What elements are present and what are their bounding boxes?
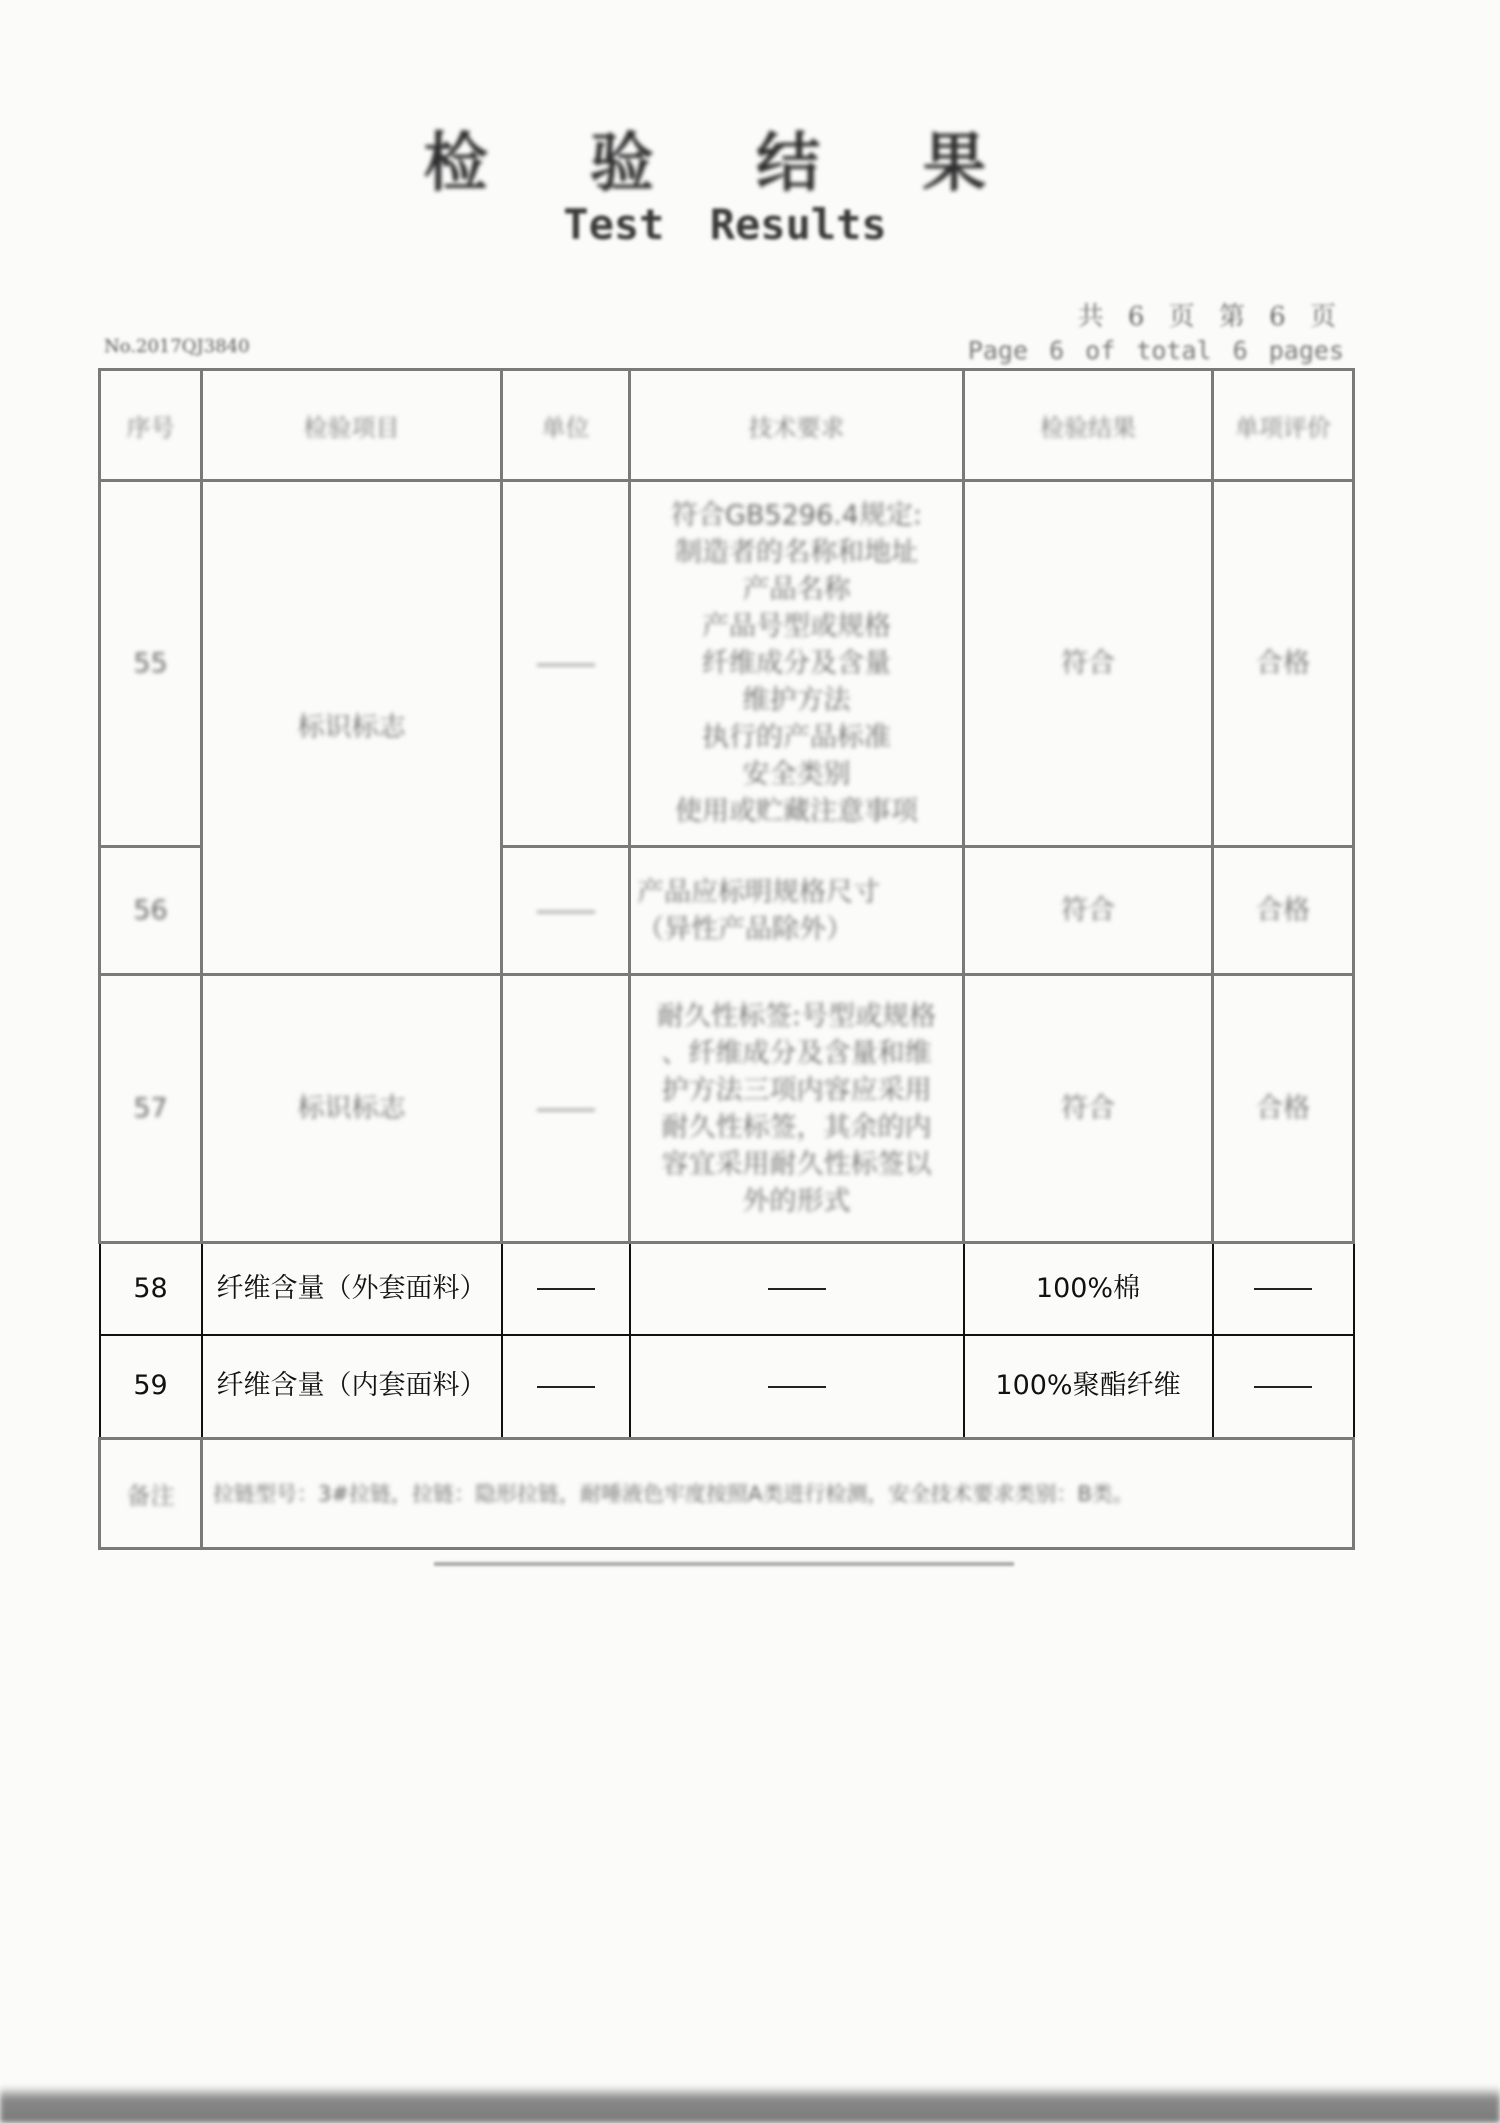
row-no: 59 [100, 1335, 202, 1439]
row-evaluation: 合格 [1213, 975, 1354, 1243]
requirement-line: 产品应标明规格尺寸 [637, 876, 880, 908]
requirement-line: 使用或贮藏注意事项 [675, 796, 918, 827]
dash-mark [768, 1288, 826, 1290]
column-header-result: 检验结果 [964, 370, 1213, 481]
row-unit [502, 481, 630, 847]
remarks-text: 拉链型号：3#拉链，拉链：隐形拉链，耐唾液色牢度按照A类进行检测，安全技术要求类别：B类。 [202, 1439, 1354, 1549]
column-header-item: 检验项目 [202, 370, 502, 481]
column-header-unit: 单位 [502, 370, 630, 481]
row-requirement [630, 1243, 964, 1335]
requirement-line: 安全类别 [742, 759, 851, 790]
remarks-row [100, 1439, 1354, 1549]
row-no: 58 [100, 1243, 202, 1335]
title-english: Test Results [563, 200, 887, 249]
row-no: 57 [100, 975, 202, 1243]
row-unit [502, 975, 630, 1243]
requirement-line: 维护方法 [742, 685, 851, 716]
page-indicator-english: Page 6 of total 6 pages [967, 336, 1344, 365]
dash-mark [537, 1288, 595, 1290]
row-unit [502, 1243, 630, 1335]
scan-edge-shadow [0, 2086, 1500, 2123]
requirement-line: 符合GB5296.4规定: [670, 500, 922, 531]
requirement-line: 执行的产品标准 [702, 722, 891, 753]
dash-mark [537, 1386, 595, 1388]
requirement-line: 外的形式 [742, 1185, 851, 1217]
footer-divider [434, 1562, 1014, 1566]
requirement-line: （异性产品除外） [637, 913, 853, 945]
row-no: 55 [100, 481, 202, 847]
title-chinese: 检 验 结 果 [423, 126, 1027, 201]
dash-mark [1254, 1288, 1312, 1290]
column-header-no: 序号 [100, 370, 202, 481]
remarks-label: 备注 [100, 1439, 202, 1549]
row-unit [502, 847, 630, 975]
requirement-line: 、纤维成分及含量和维 [661, 1037, 932, 1069]
row-item: 标识标志 [202, 481, 502, 975]
column-header-requirement: 技术要求 [630, 370, 964, 481]
table-row [100, 975, 1354, 1243]
dash-mark [1254, 1386, 1312, 1388]
requirement-line: 耐久性标签:号型或规格 [656, 1000, 937, 1032]
row-no: 56 [100, 847, 202, 975]
page-indicator-chinese: 共 6 页 第 6 页 [1077, 302, 1344, 332]
requirement-line: 制造者的名称和地址 [675, 537, 918, 568]
row-requirement [630, 1335, 964, 1439]
row-result: 符合 [964, 481, 1213, 847]
dash-mark [768, 1386, 826, 1388]
row-item: 标识标志 [202, 975, 502, 1243]
row-requirement [630, 975, 964, 1243]
row-evaluation: 合格 [1213, 481, 1354, 847]
requirement-line: 护方法三项内容应采用 [661, 1074, 932, 1106]
requirement-line: 纤维成分及含量 [702, 648, 891, 679]
row-requirement [630, 847, 964, 975]
row-result: 100%棉 [964, 1243, 1213, 1335]
table-row [100, 1243, 1354, 1335]
row-result: 100%聚酯纤维 [964, 1335, 1213, 1439]
row-result: 符合 [964, 847, 1213, 975]
row-unit [502, 1335, 630, 1439]
row-item: 纤维含量（内套面料） [202, 1335, 502, 1439]
dash-mark [537, 911, 595, 913]
report-number: No.2017QJ3840 [104, 336, 250, 357]
test-results-table [98, 368, 1355, 1550]
row-evaluation [1213, 1335, 1354, 1439]
dash-mark [537, 664, 595, 666]
requirement-line: 容宜采用耐久性标签以 [661, 1148, 932, 1180]
row-result: 符合 [964, 975, 1213, 1243]
requirement-line: 产品号型或规格 [702, 611, 891, 642]
row-requirement [630, 481, 964, 847]
row-evaluation: 合格 [1213, 847, 1354, 975]
requirement-line: 耐久性标签，其余的内 [661, 1111, 932, 1143]
requirement-line: 产品名称 [742, 574, 851, 605]
row-item: 纤维含量（外套面料） [202, 1243, 502, 1335]
row-evaluation [1213, 1243, 1354, 1335]
column-header-evaluation: 单项评价 [1213, 370, 1354, 481]
table-row [100, 1335, 1354, 1439]
dash-mark [537, 1109, 595, 1111]
table-row [100, 481, 1354, 847]
table-header-row [100, 370, 1354, 481]
